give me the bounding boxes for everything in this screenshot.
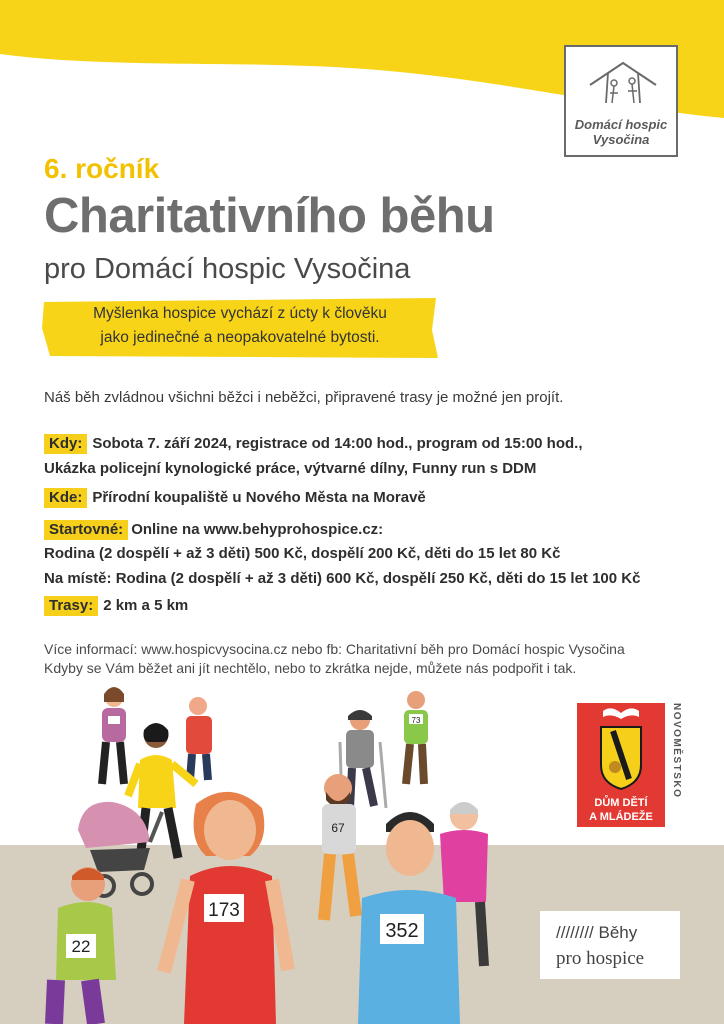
ddm-logo [577,703,665,827]
quote-line-1: Myšlenka hospice vychází z úcty k člověku [93,305,387,322]
tag-kde: Kde: [44,488,87,508]
more-line-1: Více informací: www.hospicvysocina.cz nebo fb: Charitativní běh pro Domácí hospic Vysočina [44,641,625,657]
info-startovne [44,520,383,540]
info-kde [44,488,426,508]
behy-line-1: //////// Běhy [556,923,638,942]
edition-label: 6. ročník [44,153,160,184]
kde-value: Přírodní koupaliště u Nového Města na Moravě [92,489,426,506]
ddm-vertical-text: NOVOMĚSTSKO [671,703,682,799]
bib-73: 73 [411,716,421,725]
tag-trasy: Trasy: [44,596,98,616]
info-startovne-2: Rodina (2 dospělí + až 3 děti) 500 Kč, dospělí 200 Kč, děti do 15 let 80 Kč [44,545,561,562]
intro-text: Náš běh zvládnou všichni běžci i neběžci, připravené trasy je možné jen projít. [44,389,564,406]
runner-73-icon [404,691,428,784]
ddm-line-2: A MLÁDEŽE [589,811,653,823]
runner-child-22-icon [54,867,116,1024]
behy-line-2: pro hospice [556,948,645,969]
runners-illustration [0,680,540,1024]
page-title: Charitativního běhu [44,189,495,243]
runner-woman-back-icon [102,687,126,784]
hospic-logo-text [566,117,676,147]
kdy-value: Sobota 7. září 2024, registrace od 14:00 hod., program od 15:00 hod., [92,435,583,452]
ddm-line-1: DŮM DĚTÍ [594,797,648,809]
runner-bald-man-icon [186,697,212,780]
info-kdy-2: Ukázka policejní kynologické práce, výtvarné dílny, Funny run s DDM [44,460,537,477]
hospic-logo [564,45,678,157]
bib-173: 173 [208,900,240,921]
more-info [44,640,625,678]
info-trasy [44,596,188,616]
house-figures-icon [584,55,662,113]
bib-22: 22 [71,937,91,956]
quote-line-2: jako jedinečné a neopakovatelné bytosti. [100,329,380,346]
runner-woman-173-icon [164,792,288,1024]
tag-startovne: Startovné: [44,520,128,540]
more-line-2: Kdyby se Vám běžet ani jít nechtělo, nebo to zkrátka nejde, můžete nás podpořit i tak. [44,660,577,676]
info-startovne-3: Na místě: Rodina (2 dospělí + až 3 děti) 600 Kč, dospělí 250 Kč, děti do 15 let 100 Kč [44,570,641,587]
logo-line-2: Vysočina [592,132,650,147]
info-kdy [44,434,583,454]
page-subtitle: pro Domácí hospic Vysočina [44,253,411,285]
quote-text [40,302,440,350]
trasy-value: 2 km a 5 km [103,597,189,614]
ddm-crest-icon [577,703,665,793]
bib-67: 67 [331,821,345,835]
start-value: Online na www.behyprohospice.cz: [131,521,384,538]
bib-352: 352 [385,920,419,942]
logo-line-1: Domácí hospic [574,117,668,132]
tag-kdy: Kdy: [44,434,87,454]
